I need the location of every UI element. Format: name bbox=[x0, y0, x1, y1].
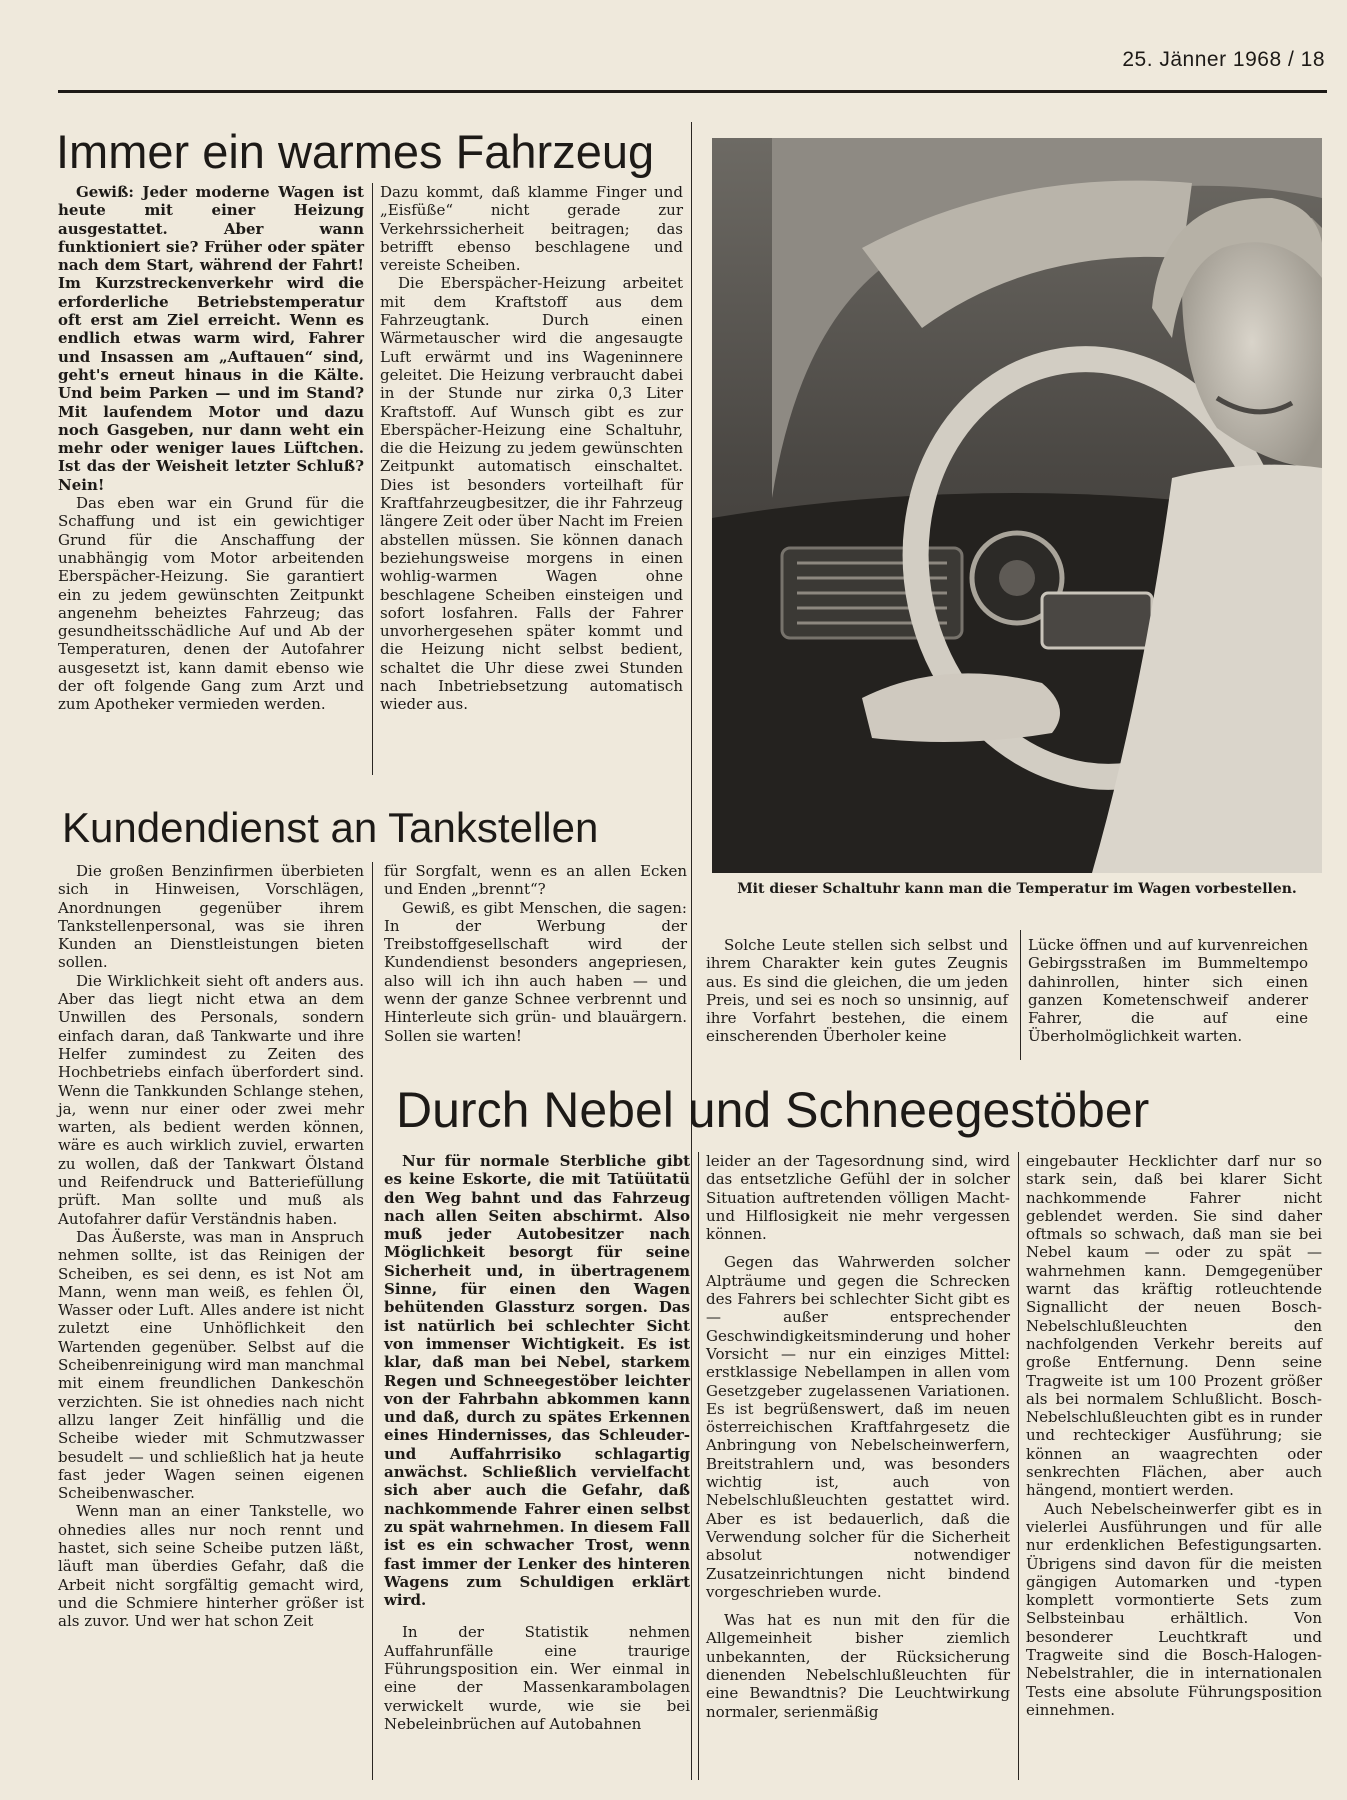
article2-paragraph: Gewiß, es gibt Menschen, die sagen: In der Werbung der Treibstoffgesellschaft wird der Kundendienst besonders angepriesen, also will ich ihn auch haben — und wenn der ganze Schnee verbrennt und Hinterleute sich grün- und blauärgern. Sollen sie warten! bbox=[384, 898, 687, 1045]
article1-lead: Gewiß: Jeder moderne Wagen ist heute mit einer Heizung ausgestattet. Aber wann funktioniert sie? Früher oder später nach dem Start, während der Fahrt! Im Kurzstreckenverkehr wird die erforderliche Betriebstemperatur oft erst am Ziel erreicht. Wenn es endlich etwas warm wird, Fahrer und Insassen am „Auftauen“ sind, geht's erneut hinaus in die Kälte. Und beim Parken — und im Stand? Mit laufendem Motor und dazu noch Gasgeben, nur dann weht ein mehr oder weniger laues Lüftchen. Ist das der Weisheit letzter Schluß? Nein! bbox=[58, 183, 364, 494]
article2-paragraph: Wenn man an einer Tankstelle, wo ohnedies alles nur noch rennt und hastet, sich seine Scheibe putzen läßt, läuft man überdies Gefahr, daß die Arbeit nicht sorgfältig gemacht wird, und die Schmiere hinterher größer ist als zuvor. Und wer hat schon Zeit bbox=[58, 1502, 364, 1631]
column-divider bbox=[372, 862, 373, 1780]
column-divider bbox=[1020, 930, 1021, 1060]
headline-warm-vehicle: Immer ein warmes Fahrzeug bbox=[56, 125, 655, 178]
article2-column-1 bbox=[58, 862, 364, 1630]
article2-column-4 bbox=[1028, 936, 1308, 1046]
article2-column-2 bbox=[384, 862, 687, 1045]
article3-paragraph: eingebauter Hecklichter darf nur so stark sein, daß bei klarer Sicht nachkommende Fahrer nicht geblendet werden. Sie sind daher oftmals so schwach, daß man sie bei Nebel kaum — oder zu spät — wahrnehmen kann. Demgegenüber warnt das kräftig rotleuchtende Signallicht der neuen Bosch-Nebelschlußleuchten den nachfolgenden Verkehr bereits auf große Entfernung. Denn seine Tragweite ist um 100 Prozent größer als bei normalem Schlußlicht. Bosch-Nebelschlußleuchten gibt es in runder und rechteckiger Ausführung; sie können an waagrechten oder senkrechten Flächen, aber auch hängend, montiert werden. bbox=[1026, 1152, 1322, 1500]
column-divider bbox=[698, 1152, 699, 1780]
article3-paragraph: Gegen das Wahrwerden solcher Alpträume und gegen die Schrecken des Fahrers bei schlechter Sicht gibt es — außer entsprechender Geschwindigkeitsminderung und hoher Vorsicht — nur ein einziges Mittel: erstklassige Nebellampen in allen vom Gesetzgeber zugelassenen Variationen. Es ist begrüßenswert, daß im neuen österreichischen Kraftfahrgesetz die Anbringung von Nebelscheinwerfern, Breitstrahlern und, was besonders wichtig ist, auch von Nebelschlußleuchten gestattet wird. Aber es ist bedauerlich, daß die Verwendung solcher für die Sicherheit absolut notwendiger Zusatzeinrichtungen nicht bindend vorgeschrieben wurde. bbox=[706, 1253, 1010, 1601]
article3-paragraph: Auch Nebelscheinwerfer gibt es in vielerlei Ausführungen und für alle nur erdenklichen Befestigungsarten. Übrigens sind davon für die meisten gängigen Automarken und -typen komplett vormontierte Sets zum Selbsteinbau erhältlich. Von besonderer Leuchtkraft und Tragweite sind die Bosch-Halogen-Nebelstrahler, die in internationalen Tests eine absolute Führungsposition einnehmen. bbox=[1026, 1499, 1322, 1719]
article3-column-2 bbox=[706, 1152, 1010, 1721]
article3-paragraph: In der Statistik nehmen Auffahrunfälle eine traurige Führungsposition ein. Wer einmal in eine der Massenkarambolagen verwickelt wurde, wie sie bei Nebeleinbrüchen auf Autobahnen bbox=[384, 1623, 690, 1733]
article3-paragraph: Was hat es nun mit den für die Allgemeinheit bisher ziemlich unbekannten, der Rücksicherung dienenden Nebelschlußleuchten für eine Bewandtnis? Die Leuchtwirkung normaler, serienmäßig bbox=[706, 1611, 1010, 1721]
article1-paragraph: Dazu kommt, daß klamme Finger und „Eisfüße“ nicht gerade zur Verkehrssicherheit beitragen; das betrifft ebenso beschlagene und vereiste Scheiben. bbox=[380, 183, 683, 275]
headline-customer-service: Kundendienst an Tankstellen bbox=[62, 804, 599, 851]
article3-paragraph: leider an der Tagesordnung sind, wird das entsetzliche Gefühl der in solcher Situation auftretenden völligen Macht- und Hilflosigkeit nie mehr vergessen können. bbox=[706, 1152, 1010, 1244]
column-divider bbox=[372, 183, 373, 775]
headline-fog-snow: Durch Nebel und Schneegestöber bbox=[396, 1082, 1150, 1138]
article3-column-1 bbox=[384, 1152, 690, 1733]
photo-illustration bbox=[712, 138, 1322, 873]
article2-paragraph: Lücke öffnen und auf kurvenreichen Gebirgsstraßen im Bummeltempo dahinrollen, hinter sich einen ganzen Kometenschweif anderer Fahrer, die auf eine Überholmöglichkeit warten. bbox=[1028, 936, 1308, 1046]
article2-paragraph: Solche Leute stellen sich selbst und ihrem Charakter kein gutes Zeugnis aus. Es sind die gleichen, die um jeden Preis, und sei es noch so unsinnig, auf ihre Vorfahrt bestehen, die einem einscherenden Überholer keine bbox=[706, 936, 1008, 1046]
article3-lead: Nur für normale Sterbliche gibt es keine Eskorte, die mit Tatüütatü den Weg bahnt und das Fahrzeug nach allen Seiten abschirmt. Also muß jeder Autobesitzer nach Möglichkeit besorgt für seine Sicherheit und, in übertragenem Sinne, für einen den Wagen behütenden Glassturz sorgen. Das ist natürlich bei schlechter Sicht von immenser Wichtigkeit. Es ist klar, daß man bei Nebel, starkem Regen und Schneegestöber leichter von der Fahrbahn abkommen kann und daß, durch zu spätes Erkennen eines Hindernisses, das Schleuder- und Auffahrrisiko schlagartig anwächst. Schließlich vervielfacht sich aber auch die Gefahr, daß nachkommende Fahrer einen selbst zu spät wahrnehmen. In diesem Fall ist es ein schwacher Trost, wenn fast immer der Lenker des hinteren Wagens zum Schuldigen erklärt wird. bbox=[384, 1152, 690, 1610]
header-rule bbox=[58, 90, 1327, 93]
article2-column-3 bbox=[706, 936, 1008, 1046]
article2-paragraph: Die Wirklichkeit sieht oft anders aus. Aber das liegt nicht etwa an dem Unwillen des Personals, sondern einfach daran, daß Tankwarte und ihre Helfer zumindest zu Zeiten des Hochbetriebs einfach überfordert sind. Wenn die Tankkunden Schlange stehen, ja, wenn nur einer oder zwei mehr warten, als bedient werden können, wäre es auch wirklich zuviel, erwarten zu wollen, daß der Tankwart Ölstand und Reifendruck und Batteriefüllung prüft. Man sollte und muß als Autofahrer dafür Verständnis haben. bbox=[58, 971, 364, 1228]
article2-paragraph: Das Äußerste, was man in Anspruch nehmen sollte, ist das Reinigen der Scheiben, es sei denn, es ist Not am Mann, wenn man weiß, es fehlen Öl, Wasser oder Luft. Alles andere ist nicht zuletzt eine Unhöflichkeit den Wartenden gegenüber. Selbst auf die Scheibenreinigung wird man manchmal mit einem freundlichen Dankeschön verzichten. Sie ist ohnedies nach nicht allzu langer Zeit hinfällig und die Scheibe wieder mit Schmutzwasser besudelt — und schließlich hat ja heute fast jeder Wagen seinen eigenen Scheibenwascher. bbox=[58, 1227, 364, 1503]
article1-column-2 bbox=[380, 183, 683, 714]
column-divider bbox=[1018, 1152, 1019, 1780]
article3-column-3 bbox=[1026, 1152, 1322, 1719]
article1-paragraph: Das eben war ein Grund für die Schaffung und ist ein gewichtiger Grund für die Anschaffung der unabhängig vom Motor arbeitenden Eberspächer-Heizung. Sie garantiert ein zu jedem gewünschten Zeitpunkt angenehm beheiztes Fahrzeug; das gesundheitsschädliche Auf und Ab der Temperaturen, denen der Autofahrer ausgesetzt ist, kann damit ebenso wie der oft folgende Gang zum Arzt und zum Apotheker vermieden werden. bbox=[58, 494, 364, 714]
article1-column-1 bbox=[58, 183, 364, 714]
article2-paragraph: für Sorgfalt, wenn es an allen Ecken und Enden „brennt“? bbox=[384, 862, 687, 899]
column-divider bbox=[691, 122, 692, 1780]
car-interior-photo bbox=[712, 138, 1322, 873]
date-page-header: 25. Jänner 1968 / 18 bbox=[1122, 48, 1325, 71]
photo-caption: Mit dieser Schaltuhr kann man die Temperatur im Wagen vorbestellen. bbox=[737, 881, 1297, 897]
article2-paragraph: Die großen Benzinfirmen überbieten sich in Hinweisen, Vorschlägen, Anordnungen gegenüber ihrem Tankstellenpersonal, was sie ihren Kunden an Dienstleistungen bieten sollen. bbox=[58, 862, 364, 972]
article1-paragraph: Die Eberspächer-Heizung arbeitet mit dem Kraftstoff aus dem Fahrzeugtank. Durch einen Wärmetauscher wird die angesaugte Luft erwärmt und ins Wageninnere geleitet. Die Heizung verbraucht dabei in der Stunde nur zirka 0,3 Liter Kraftstoff. Auf Wunsch gibt es zur Eberspächer-Heizung eine Schaltuhr, die die Heizung zu jedem gewünschten Zeitpunkt automatisch einschaltet. Dies ist besonders vorteilhaft für Kraftfahrzeugbesitzer, die ihr Fahrzeug längere Zeit oder über Nacht im Freien abstellen müssen. Sie können danach beziehungsweise morgens in einen wohlig-warmen Wagen ohne beschlagene Scheiben einsteigen und sofort losfahren. Falls der Fahrer unvorhergesehen später kommt und die Heizung nicht selbst bedient, schaltet die Uhr diese zwei Stunden nach Inbetriebsetzung automatisch wieder aus. bbox=[380, 274, 683, 714]
